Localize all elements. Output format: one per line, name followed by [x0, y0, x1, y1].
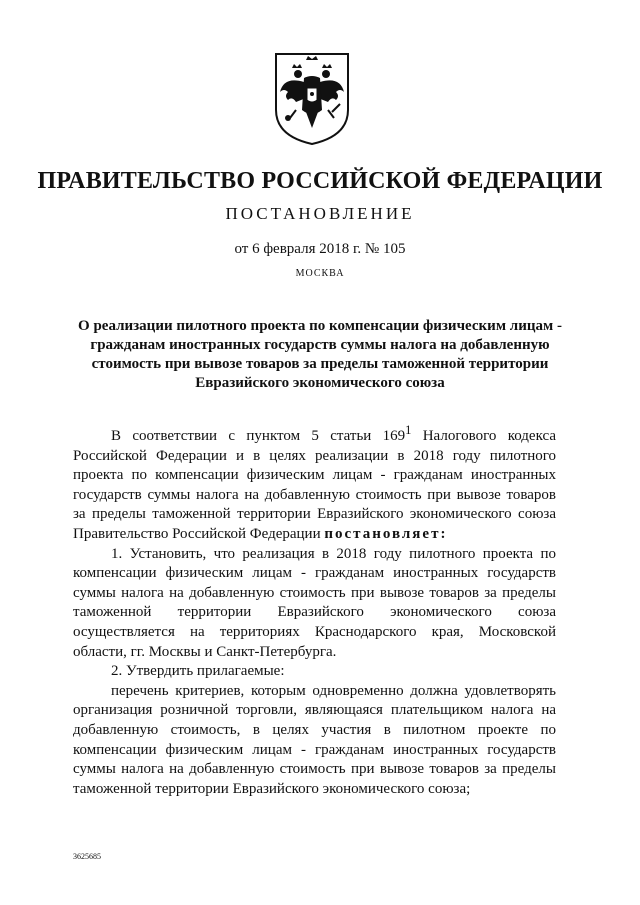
item-2a-paragraph: перечень критериев, которым одновременно должна удовлетворять организация розничной торговли, являющаяся плательщиком налога на добавленную стоимость, в целях участия в пилотном проекте по компенсации физическим лицам - гражданам иностранных государств суммы налога на добавленную стоимость при вывозе товаров за пределы таможенной территории Евразийского экономического союза; — [73, 682, 556, 797]
intro-paragraph — [73, 421, 556, 545]
decree-word: постановляет: — [324, 525, 448, 542]
intro-superscript: 1 — [405, 423, 412, 437]
item-2-paragraph: 2. Утвердить прилагаемые: — [111, 663, 285, 680]
item-1-paragraph: 1. Установить, что реализация в 2018 году пилотного проекта по компенсации физическим лицам - гражданам иностранных государств суммы налога на добавленную стоимость при вывозе товаров за пределы таможенной территории Евразийского экономического союза осуществляется на территориях Краснодарского края, Московской области, гг. Москвы и Санкт-Петербурга. — [73, 545, 556, 660]
russian-coat-of-arms-icon — [270, 48, 354, 148]
document-city: МОСКВА — [295, 268, 345, 279]
intro-text-b: Налогового кодекса Российской Федерации и в целях реализации в 2018 году пилотного проекта по компенсации физическим лицам - гражданам иностранных государств суммы налога на добавленную стоимость при вывозе товаров за пределы таможенной территории Евразийского экономического союза Правительство Российской Федерации — [73, 428, 556, 542]
document-id: 3625685 — [73, 852, 101, 861]
document-type: ПОСТАНОВЛЕНИЕ — [225, 204, 415, 223]
document-body — [73, 421, 556, 799]
government-title: ПРАВИТЕЛЬСТВО РОССИЙСКОЙ ФЕДЕРАЦИИ — [37, 168, 603, 194]
document-title: О реализации пилотного проекта по компенсации физическим лицам - гражданам иностранных государств суммы налога на добавленную стоимость при вывозе товаров за пределы таможенной территории Евразийского экономического союза — [78, 318, 562, 391]
intro-text-a: В соответствии с пунктом 5 статьи 169 — [111, 428, 406, 444]
document-date-number: от 6 февраля 2018 г. № 105 — [234, 241, 406, 257]
